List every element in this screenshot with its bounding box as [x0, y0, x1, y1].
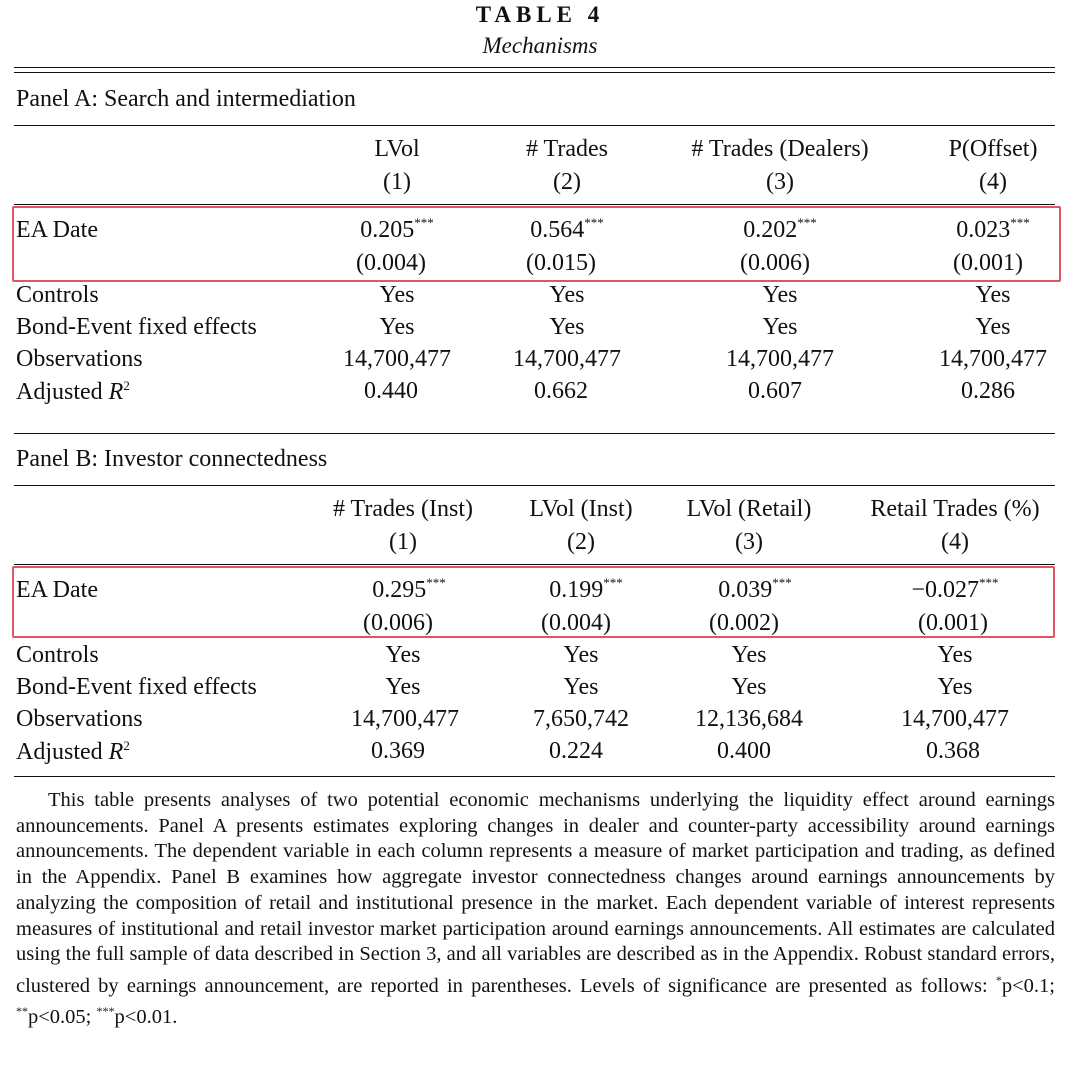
coef-value: 0.039	[718, 577, 773, 603]
panel-b-r2-3: 0.400	[717, 738, 771, 764]
panel-a-ea-se-1: (0.004)	[356, 250, 426, 276]
panel-a-ea-se-3: (0.006)	[740, 250, 810, 276]
table-note	[16, 788, 1055, 1031]
coef-value: 0.199	[549, 577, 604, 603]
panel-b-col2-num: (2)	[567, 529, 595, 555]
panel-a-col1-header: LVol	[374, 136, 420, 162]
panel-b-col3-header: LVol (Retail)	[686, 496, 812, 522]
panel-a-r2-label	[16, 378, 130, 406]
panel-b-controls-3: Yes	[731, 642, 767, 668]
panel-b-fe-1: Yes	[385, 674, 421, 700]
panel-a-col3-header: # Trades (Dealers)	[691, 136, 869, 162]
panel-a-fe-label: Bond-Event fixed effects	[16, 314, 257, 340]
panel-a-header-rule	[14, 204, 1055, 205]
panel-b-r2-1: 0.369	[371, 738, 425, 764]
sig3-star: ***	[96, 1004, 115, 1019]
panel-a-col4-header: P(Offset)	[948, 136, 1038, 162]
panel-a-r2-4: 0.286	[961, 378, 1015, 404]
panel-a-col3-num: (3)	[766, 169, 794, 195]
panel-a-r2-2: 0.662	[534, 378, 588, 404]
panel-a-ea-coef-2	[530, 217, 604, 244]
panel-b-controls-2: Yes	[563, 642, 599, 668]
significance-stars: ***	[979, 575, 999, 590]
panel-b-rule	[14, 485, 1055, 486]
bottom-rule	[14, 776, 1055, 777]
panel-b-col4-num: (4)	[941, 529, 969, 555]
table-note-paragraph	[16, 788, 1055, 1031]
panel-a-obs-3: 14,700,477	[726, 346, 834, 372]
r2-label-text: Adjusted R	[16, 379, 124, 405]
panel-a-obs-4: 14,700,477	[939, 346, 1047, 372]
panel-b-obs-4: 14,700,477	[901, 706, 1009, 732]
panel-b-obs-2: 7,650,742	[533, 706, 629, 732]
panel-a-ea-coef-3	[743, 217, 817, 244]
panel-b-ea-date-label: EA Date	[16, 577, 98, 603]
panel-a-col4-num: (4)	[979, 169, 1007, 195]
panel-b-obs-1: 14,700,477	[351, 706, 459, 732]
sig1-text: p<0.1;	[1001, 974, 1055, 997]
panel-a-obs-label: Observations	[16, 346, 143, 372]
panel-b-header-rule	[14, 564, 1055, 565]
panel-b-ea-se-4: (0.001)	[918, 610, 988, 636]
panel-b-r2-4: 0.368	[926, 738, 980, 764]
panel-a-r2-3: 0.607	[748, 378, 802, 404]
panel-b-col2-header: LVol (Inst)	[529, 496, 633, 522]
coef-value: −0.027	[911, 577, 980, 603]
sig2-star: **	[16, 1004, 28, 1019]
top-rule	[14, 67, 1055, 68]
r2-italic-r: R	[108, 379, 124, 405]
panel-a-ea-se-4: (0.001)	[953, 250, 1023, 276]
panel-b-col4-header: Retail Trades (%)	[870, 496, 1040, 522]
r2-italic-r: R	[108, 739, 124, 765]
panel-b-ea-coef-1	[372, 577, 446, 604]
panel-a-controls-2: Yes	[549, 282, 585, 308]
top-rule-2	[14, 72, 1055, 73]
panel-b-controls-1: Yes	[385, 642, 421, 668]
significance-stars: ***	[426, 575, 446, 590]
sig2-text: p<0.05;	[28, 1006, 97, 1029]
panel-a-fe-4: Yes	[975, 314, 1011, 340]
panel-b-fe-2: Yes	[563, 674, 599, 700]
panel-b-obs-3: 12,136,684	[695, 706, 803, 732]
panel-a-controls-4: Yes	[975, 282, 1011, 308]
panel-b-ea-coef-4	[911, 577, 998, 604]
sig3-text: p<0.01.	[114, 1006, 178, 1029]
significance-stars: ***	[1010, 215, 1030, 230]
panel-a-obs-1: 14,700,477	[343, 346, 451, 372]
r2-superscript: 2	[123, 738, 130, 753]
panel-a-controls-label: Controls	[16, 282, 99, 308]
panel-b-col3-num: (3)	[735, 529, 763, 555]
panel-a-ea-coef-4	[956, 217, 1030, 244]
coef-value: 0.295	[372, 577, 427, 603]
panel-b-col1-num: (1)	[389, 529, 417, 555]
panel-b-controls-label: Controls	[16, 642, 99, 668]
panel-b-ea-date-highlight	[12, 566, 1055, 638]
panel-b-fe-label: Bond-Event fixed effects	[16, 674, 257, 700]
panel-a-bottom-rule	[14, 433, 1055, 434]
panel-a-fe-3: Yes	[762, 314, 798, 340]
panel-b-ea-se-2: (0.004)	[541, 610, 611, 636]
significance-stars: ***	[414, 215, 434, 230]
panel-a-ea-se-2: (0.015)	[526, 250, 596, 276]
significance-stars: ***	[603, 575, 623, 590]
panel-b-fe-3: Yes	[731, 674, 767, 700]
panel-b-ea-coef-3	[718, 577, 792, 604]
coef-value: 0.202	[743, 217, 798, 243]
panel-a-col2-header: # Trades	[525, 136, 609, 162]
panel-a-ea-coef-1	[360, 217, 434, 244]
panel-a-title: Panel A: Search and intermediation	[16, 86, 356, 112]
panel-b-ea-se-3: (0.002)	[709, 610, 779, 636]
panel-a-r2-1: 0.440	[364, 378, 418, 404]
panel-b-controls-4: Yes	[937, 642, 973, 668]
panel-a-col2-num: (2)	[553, 169, 581, 195]
panel-a-fe-2: Yes	[549, 314, 585, 340]
panel-b-ea-coef-2	[549, 577, 623, 604]
panel-a-controls-1: Yes	[379, 282, 415, 308]
panel-b-r2-label	[16, 738, 130, 766]
table-title: TABLE 4	[475, 2, 605, 27]
panel-a-ea-date-label: EA Date	[16, 217, 98, 243]
panel-a-col1-num: (1)	[383, 169, 411, 195]
panel-b-ea-se-1: (0.006)	[363, 610, 433, 636]
panel-a-obs-2: 14,700,477	[513, 346, 621, 372]
panel-b-obs-label: Observations	[16, 706, 143, 732]
table-subtitle: Mechanisms	[482, 33, 598, 58]
significance-stars: ***	[772, 575, 792, 590]
panel-b-fe-4: Yes	[937, 674, 973, 700]
r2-label-text: Adjusted R	[16, 739, 124, 765]
coef-value: 0.564	[530, 217, 585, 243]
significance-stars: ***	[797, 215, 817, 230]
note-body: This table presents analyses of two potential economic mechanisms underlying the liquidity effect around earnings announcements. Panel A presents estimates exploring changes in dealer and counter-party accessibility around earnings announcements. The dependent variable in each column represents a measure of market participation and trading, as defined in the Appendix. Panel B examines how aggregate investor connectedness changes around earnings announcements by analyzing the composition of retail and institutional presence in the market. Each dependent variable of interest represents measures of institutional and retail investor market participation around earnings announcements. All estimates are calculated using the full sample of data described in Section 3, and all variables are described as in the Appendix. Robust standard errors, clustered by earnings announcement, are reported in parentheses. Levels of significance are presented as follows:	[16, 789, 1055, 997]
r2-superscript: 2	[123, 378, 130, 393]
panel-a-controls-3: Yes	[762, 282, 798, 308]
significance-stars: ***	[584, 215, 604, 230]
panel-a-rule	[14, 125, 1055, 126]
panel-b-col1-header: # Trades (Inst)	[332, 496, 474, 522]
panel-b-title: Panel B: Investor connectedness	[16, 446, 328, 472]
coef-value: 0.023	[956, 217, 1011, 243]
sig1-star: *	[995, 972, 1002, 987]
panel-b-r2-2: 0.224	[549, 738, 603, 764]
coef-value: 0.205	[360, 217, 415, 243]
panel-a-fe-1: Yes	[379, 314, 415, 340]
